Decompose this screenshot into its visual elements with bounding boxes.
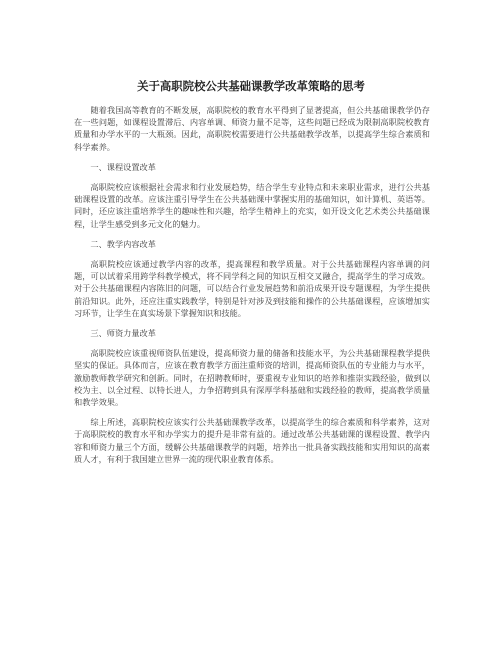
intro-paragraph: 随着我国高等教育的不断发展，高职院校的教育水平得到了显著提高，但公共基础课教学仍存在一些问题，如课程设置滞后、内容单调、师资力量不足等，这些问题已经成为限制高职院校教育质量和办学水平的一大瓶颈。因此，高职院校需要进行公共基础教学改革，以提高学生综合素质和科学素养。: [74, 105, 430, 152]
section-heading-content: 二、教学内容改革: [90, 238, 156, 249]
conclusion-paragraph: 综上所述，高职院校应该实行公共基础课教学改革，以提高学生的综合素质和科学素养，这对于高职院校的教育水平和办学实力的提升是非常有益的。通过改革公共基础课的课程设置、教学内容和师资力量三个方面，缓解公共基础课教学的问题，培养出一批具备实践技能和实用知识的高素质人才，有利于我国建立世界一流的现代职业教育体系。: [74, 417, 430, 464]
document-body: [74, 104, 430, 473]
curriculum-paragraph: 高职院校应该根据社会需求和行业发展趋势，结合学生专业特点和未来职业需求，进行公共基础课程设置的改革。应该注重引导学生在公共基础课中掌握实用的基础知识，如计算机、英语等。同时，还应该注重培养学生的趣味性和兴趣，给学生精神上的充实，如开设文化艺术类公共基础课程，让学生感受到多元文化的魅力。: [74, 182, 430, 229]
section-heading-faculty: 三、师资力量改革: [90, 328, 156, 339]
faculty-paragraph: 高职院校应该重视师资队伍建设，提高师资力量的储备和技能水平，为公共基础课程教学提供坚实的保证。具体而言，应该在教育教学方面注重师资的培训，提高师资队伍的专业能力与水平，激励教师教学研究和创新。同时，在招聘教师时，要重视专业知识的培养和推崇实践经验，做到以校为主、以全过程、以特长进人，力争招聘到具有深厚学科基础和实践经验的教师，提高教学质量和教学效果。: [74, 348, 430, 408]
section-heading-curriculum: 一、课程设置改革: [90, 161, 156, 172]
content-paragraph: 高职院校应该通过教学内容的改革，提高课程和教学质量。对于公共基础课程内容单调的问题，可以试着采用跨学科教学模式，将不同学科之间的知识互相交叉融合，提高学生的学习成效。对于公共基础课程内容陈旧的问题，可以结合行业发展趋势和前沿成果开设专题课程，为学生提供前沿知识。此外，还应注重实践教学，特别是针对涉及到技能和操作的公共基础课程，应该增加实习环节，让学生在真实场景下掌握知识和技能。: [74, 259, 430, 318]
document-title: 关于高职院校公共基础课教学改革策略的思考: [137, 79, 365, 93]
